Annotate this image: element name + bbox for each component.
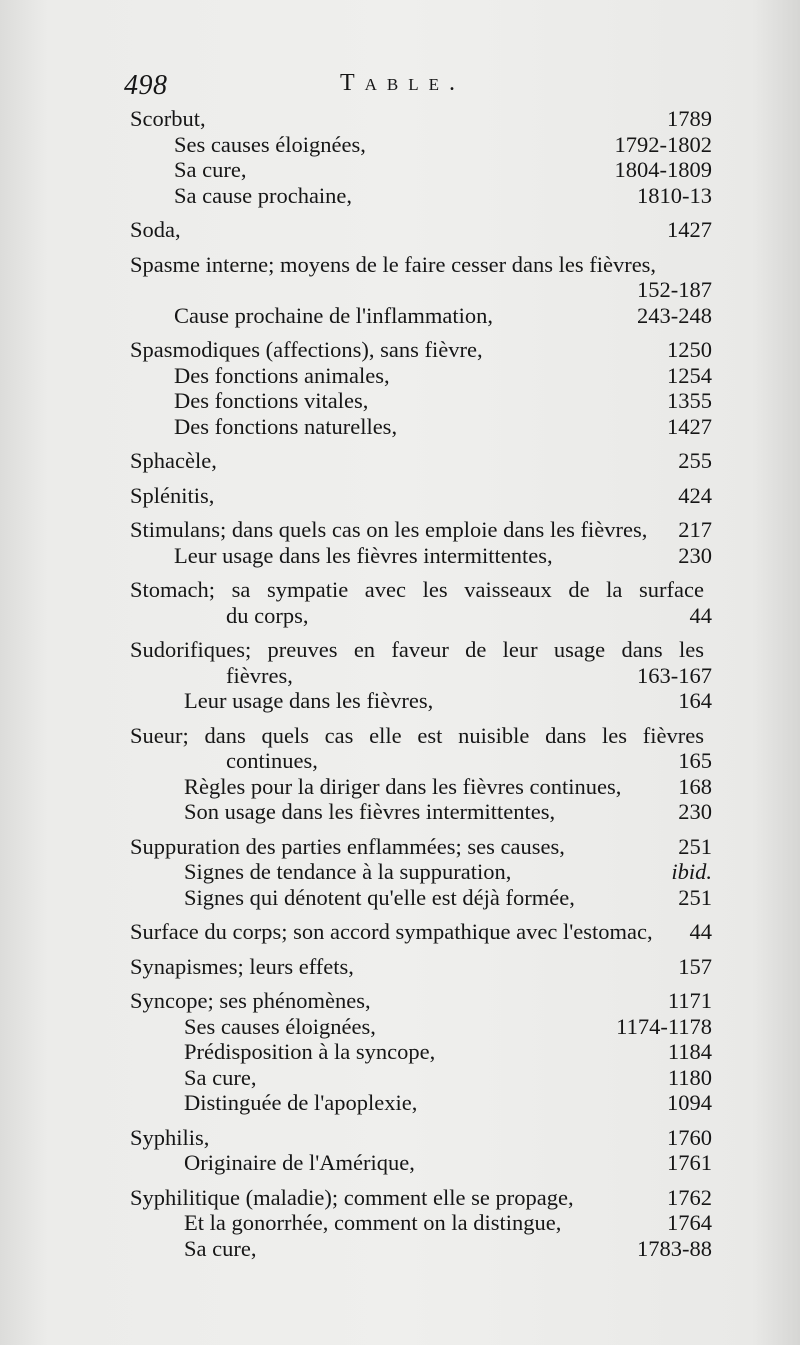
entry-term: Des fonctions naturelles,	[174, 413, 398, 439]
index-entry-subline	[130, 1065, 712, 1091]
entry-page-ref: 243-248	[637, 302, 712, 328]
index-entry-subline	[130, 799, 712, 825]
index-entry-main-line	[130, 517, 712, 543]
entry-term: Suppuration des parties enflammées; ses causes,	[130, 833, 565, 859]
entry-term: Synapismes; leurs effets,	[130, 953, 354, 979]
entry-page-ref: 230	[678, 542, 712, 568]
entry-page-ref: 1810-13	[637, 182, 712, 208]
entry-term: Sa cause prochaine,	[174, 182, 353, 208]
entry-term: Spasme interne; moyens de le faire cesser dans les fièvres,	[130, 251, 657, 277]
index-entry-main-line	[130, 337, 712, 363]
index-entry-continuation	[130, 603, 712, 629]
entry-term: Sudorifiques; preuves en faveur de leur usage dans les	[130, 637, 704, 662]
entry-term: Ses causes éloignées,	[174, 131, 366, 157]
index-entry-main-line	[130, 637, 712, 663]
index-entry-main-line	[130, 106, 712, 132]
index-entry-subline	[130, 1150, 712, 1176]
index-entry	[130, 217, 712, 243]
index-entry-subline	[130, 1236, 712, 1262]
entry-page-ref: 251	[678, 833, 712, 859]
index-entry-main-line	[130, 919, 712, 945]
entry-term: Des fonctions vitales,	[174, 388, 369, 413]
index-entry-main-line	[130, 483, 712, 509]
index-entry-main-line	[130, 834, 712, 860]
entry-page-ref: 1761	[667, 1150, 712, 1175]
index-entry-main-line	[130, 723, 712, 749]
entry-page-ref: 255	[678, 448, 712, 473]
entry-term: Sueur; dans quels cas elle est nuisible dans les fièvres	[130, 722, 704, 748]
index-entry-subline	[130, 414, 712, 440]
entry-page-ref: 1427	[667, 413, 712, 439]
index-entry	[130, 252, 712, 329]
entry-page-ref: 1804-1809	[614, 157, 712, 182]
entry-term: Son usage dans les fièvres intermittentes,	[184, 799, 556, 824]
index-entry-subline	[130, 1210, 712, 1236]
index-entry	[130, 337, 712, 439]
entry-term: continues,	[226, 748, 318, 773]
entry-term: du corps,	[226, 602, 309, 628]
entry-page-ref: 1355	[667, 388, 712, 413]
index-entry-subline	[130, 774, 712, 800]
index-entry-subline	[130, 363, 712, 389]
entry-term: Signes qui dénotent qu'elle est déjà formée,	[184, 884, 575, 910]
index-entry	[130, 723, 712, 825]
entry-page-ref: 1250	[667, 337, 712, 362]
entry-page-ref: 1764	[667, 1210, 712, 1235]
entry-term: Stomach; sa sympatie avec les vaisseaux de la surface	[130, 577, 704, 602]
entry-page-ref: 251	[678, 884, 712, 910]
index-entry-subline	[130, 1014, 712, 1040]
entry-page-ref: 230	[678, 799, 712, 824]
index-entry-subline	[130, 388, 712, 414]
entry-term: Syphilitique (maladie); comment elle se propage,	[130, 1184, 574, 1210]
index-entry-main-line	[130, 577, 712, 603]
entry-term: Surface du corps; son accord sympathique avec l'estomac,	[130, 919, 653, 944]
index-entry	[130, 637, 712, 714]
entry-page-ref: 157	[678, 953, 712, 979]
entry-term: Stimulans; dans quels cas on les emploie dans les fièvres,	[130, 517, 648, 542]
entry-term: Sa cure,	[174, 157, 247, 182]
entry-page-ref: ibid.	[671, 859, 712, 884]
index-entries	[130, 106, 712, 1270]
entry-page-ref: 1094	[667, 1090, 712, 1115]
entry-term: Leur usage dans les fièvres intermittentes,	[174, 542, 553, 568]
entry-page-ref: 424	[678, 482, 712, 508]
index-entry	[130, 517, 712, 568]
entry-page-ref: 168	[678, 773, 712, 799]
entry-page-ref: 1762	[667, 1184, 712, 1210]
entry-page-ref: 1783-88	[637, 1235, 712, 1261]
entry-page-ref: 1792-1802	[614, 131, 712, 157]
index-entry	[130, 577, 712, 628]
index-entry-main-line	[130, 1185, 712, 1211]
index-entry-subline	[130, 303, 712, 329]
index-entry-subline	[130, 277, 712, 303]
index-entry-subline	[130, 1039, 712, 1065]
index-entry-subline	[130, 885, 712, 911]
entry-term: Spasmodiques (affections), sans fièvre,	[130, 337, 483, 362]
entry-term: Soda,	[130, 217, 181, 242]
entry-term: Des fonctions animales,	[174, 362, 390, 388]
entry-term: Distinguée de l'apoplexie,	[184, 1090, 418, 1115]
index-entry-continuation	[130, 748, 712, 774]
entry-page-ref: 44	[689, 602, 712, 628]
page-number: 498	[124, 70, 168, 101]
index-entry-subline	[130, 132, 712, 158]
index-entry	[130, 1125, 712, 1176]
entry-page-ref: 1427	[667, 217, 712, 242]
index-entry-subline	[130, 688, 712, 714]
entry-page-ref: 1174-1178	[616, 1013, 712, 1039]
entry-term: Sa cure,	[184, 1235, 257, 1261]
index-entry	[130, 988, 712, 1116]
index-entry-main-line	[130, 1125, 712, 1151]
entry-term: Syphilis,	[130, 1124, 210, 1150]
entry-term: Ses causes éloignées,	[184, 1013, 376, 1039]
entry-term: Sphacèle,	[130, 448, 217, 473]
index-entry-main-line	[130, 252, 712, 278]
index-entry-main-line	[130, 217, 712, 243]
index-entry-main-line	[130, 988, 712, 1014]
page-header	[0, 62, 800, 106]
index-entry-subline	[130, 183, 712, 209]
entry-term: Règles pour la diriger dans les fièvres continues,	[184, 773, 622, 799]
entry-term: Leur usage dans les fièvres,	[184, 688, 434, 713]
entry-term: Originaire de l'Amérique,	[184, 1150, 415, 1175]
index-entry	[130, 448, 712, 474]
entry-page-ref: 152-187	[637, 277, 712, 302]
entry-page-ref: 164	[678, 688, 712, 713]
index-entry	[130, 1185, 712, 1262]
entry-page-ref: 165	[678, 748, 712, 773]
index-entry-subline	[130, 543, 712, 569]
index-entry-subline	[130, 859, 712, 885]
entry-page-ref: 163-167	[637, 662, 712, 688]
entry-term: Prédisposition à la syncope,	[184, 1039, 436, 1064]
entry-term: Signes de tendance à la suppuration,	[184, 859, 512, 884]
index-entry-main-line	[130, 448, 712, 474]
entry-term: Cause prochaine de l'inflammation,	[174, 302, 493, 328]
entry-page-ref: 1171	[667, 988, 712, 1013]
entry-term: fièvres,	[226, 662, 293, 688]
entry-page-ref: 1184	[667, 1039, 712, 1064]
entry-term: Splénitis,	[130, 482, 215, 508]
index-entry	[130, 483, 712, 509]
page-title: Table.	[340, 70, 466, 96]
entry-page-ref: 1254	[667, 362, 712, 388]
entry-page-ref: 1180	[667, 1064, 712, 1090]
index-entry-main-line	[130, 954, 712, 980]
entry-term: Scorbut,	[130, 106, 206, 131]
index-entry	[130, 106, 712, 208]
entry-page-ref: 44	[689, 919, 712, 944]
index-entry	[130, 954, 712, 980]
entry-page-ref: 217	[678, 517, 712, 542]
index-entry	[130, 919, 712, 945]
index-entry-subline	[130, 157, 712, 183]
index-entry-continuation	[130, 663, 712, 689]
entry-page-ref: 1760	[667, 1124, 712, 1150]
entry-term: Et la gonorrhée, comment on la distingue,	[184, 1210, 562, 1235]
entry-page-ref: 1789	[667, 106, 712, 131]
entry-term: Sa cure,	[184, 1064, 257, 1090]
index-entry	[130, 834, 712, 911]
index-entry-subline	[130, 1090, 712, 1116]
entry-term: Syncope; ses phénomènes,	[130, 988, 371, 1013]
